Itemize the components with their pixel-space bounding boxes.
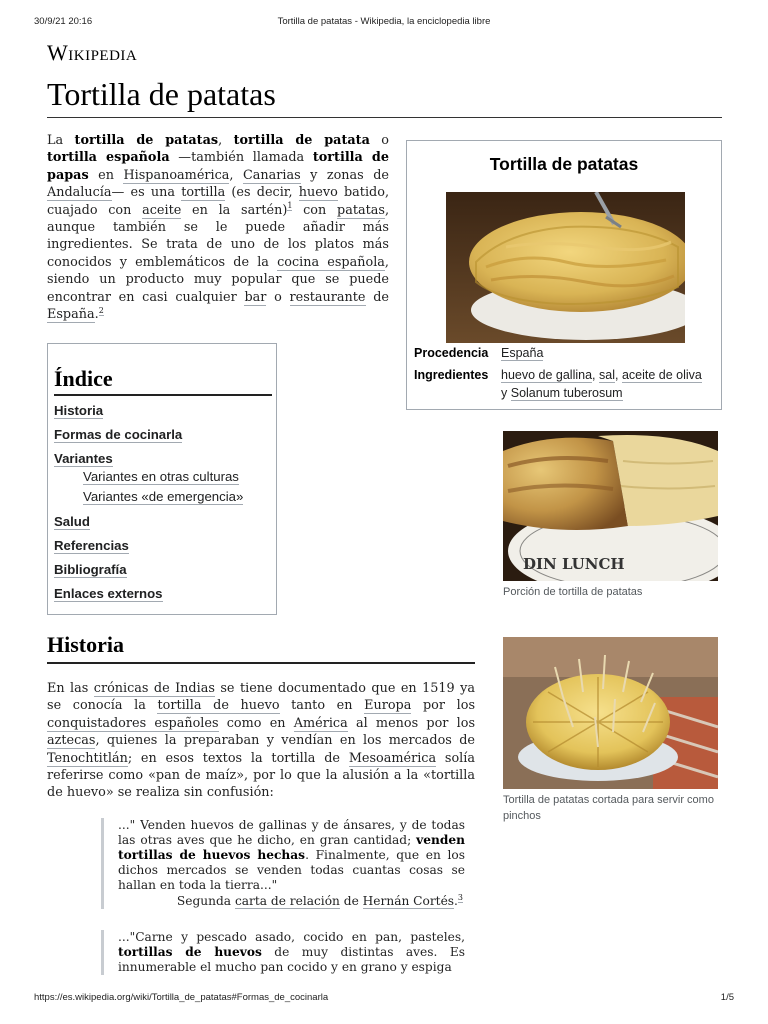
print-header (34, 16, 734, 30)
thumbnail-porcion (503, 431, 718, 600)
plate-lettering: DIN LUNCH (523, 555, 625, 573)
link-conquistadores[interactable]: conquistadores españoles (47, 715, 219, 731)
ingredient-link[interactable]: aceite de oliva (621, 368, 702, 382)
bold-term: tortilla de patata (233, 133, 370, 148)
toc-title: Índice (54, 366, 272, 396)
toc-item-salud[interactable]: Salud (54, 514, 90, 529)
link-tenochtitlan[interactable]: Tenochtitlán (47, 750, 128, 766)
thumbnail-pinchos (503, 637, 718, 824)
ingredient-link[interactable]: sal (599, 368, 615, 382)
print-document-title: Tortilla de patatas - Wikipedia, la enciclopedia libre (277, 16, 491, 27)
print-footer (34, 992, 734, 1006)
link-andalucia[interactable]: Andalucía (47, 185, 112, 201)
reference-link[interactable]: 1 (287, 201, 293, 211)
link-mesoamerica[interactable]: Mesoamérica (348, 750, 437, 766)
link-hernan-cortes[interactable]: Hernán Cortés (362, 894, 455, 908)
table-of-contents (47, 343, 277, 615)
print-url: https://es.wikipedia.org/wiki/Tortilla_de_patatas#Formas_de_cocinarla (34, 992, 329, 1003)
link-bar[interactable]: bar (244, 289, 267, 305)
ingredient-link[interactable]: Solanum tuberosum (510, 386, 623, 400)
caption-porcion: Porción de tortilla de patatas (503, 586, 643, 598)
link-carta-de-relacion[interactable]: carta de relación (234, 894, 340, 908)
link-tortilla[interactable]: tortilla (181, 185, 226, 201)
link-restaurante[interactable]: restaurante (289, 289, 366, 305)
toc-item-variantes-culturas[interactable]: Variantes en otras culturas (83, 469, 239, 484)
bold-term: tortilla de papas (47, 150, 389, 183)
toc-item-variantes[interactable]: Variantes (54, 451, 113, 466)
link-patatas[interactable]: patatas (337, 202, 385, 218)
ingredient-link[interactable]: huevo de gallina (501, 368, 593, 382)
page-title: Tortilla de patatas (47, 76, 276, 112)
toc-item-bibliografia[interactable]: Bibliografía (54, 562, 127, 577)
link-cocina-espanola[interactable]: cocina española (277, 254, 385, 270)
toc-item-referencias[interactable]: Referencias (54, 538, 129, 553)
infobox: Tortilla de patatas Procedencia España Ingredientes huevo de gallina, sal, aceite de oliva y Solanum tuberosum (406, 140, 722, 410)
print-datetime: 30/9/21 20:16 (34, 16, 93, 27)
link-america[interactable]: América (293, 715, 348, 731)
toc-item-historia[interactable]: Historia (54, 403, 104, 418)
link-espana[interactable]: España (47, 307, 95, 323)
bold-term: tortilla de patatas (74, 133, 219, 148)
tortilla-pinchos-photo[interactable] (503, 637, 718, 789)
print-page-number: 1/5 (720, 992, 734, 1003)
bold-phrase: venden tortillas de huevos hechas (118, 833, 465, 862)
wikipedia-wordmark[interactable]: Wikipedia (47, 40, 138, 65)
procedencia-label: Procedencia (414, 346, 489, 360)
link-aceite[interactable]: aceite (142, 202, 182, 218)
bold-phrase: tortillas de huevos (118, 945, 262, 959)
bold-term: tortilla española (47, 150, 170, 166)
tortilla-portion-photo[interactable] (503, 431, 718, 581)
ingredientes-label: Ingredientes (414, 368, 489, 382)
blockquote-second: ..."Carne y pescado asado, cocido en pan, pasteles, tortillas de huevos de muy distintas aves. Es innumerable el mucho pan cocido y en grano y espiga (101, 930, 465, 975)
link-canarias[interactable]: Canarias (242, 167, 301, 183)
link-europa[interactable]: Europa (364, 698, 412, 714)
historia-paragraph: En las crónicas de Indias se tiene documentado que en 1519 ya se conocía la tortilla de huevo tanto en Europa por los conquistadores españoles como en América al menos por los aztecas, quienes la preparaban y vendían en los mercados de Tenochtitlán; en esos textos la tortilla de Mesoamérica solía referirse como «pan de maíz», por lo que la alusión a la «tortilla de huevo» se realiza sin confusión: (47, 681, 476, 801)
toc-item-formas[interactable]: Formas de cocinarla (54, 427, 183, 442)
reference-link[interactable]: 2 (98, 305, 104, 315)
toc-item-variantes-emergencia[interactable]: Variantes «de emergencia» (83, 489, 244, 504)
toc-item-enlaces[interactable]: Enlaces externos (54, 586, 163, 601)
title-divider (47, 117, 722, 118)
caption-pinchos: Tortilla de patatas cortada para servir como pinchos (503, 794, 714, 822)
lead-paragraph: La tortilla de patatas, tortilla de patata o tortilla española —también llamada tortilla de papas en Hispanoamérica, Canarias y zonas de Andalucía— es una tortilla (es decir, huevo batido, cuajado con aceite en la sartén)$^1$ con patatas, aunque también se le puede añadir más ingredientes. Se trata de uno de los platos más conocidos y emblemáticos de la cocina española, siendo un producto muy popular que se puede encontrar en casi cualquier bar o restaurante de España.$^2$ (47, 133, 390, 323)
blockquote-cortes: ..." Venden huevos de gallinas y de ánsares, y de todas las otras aves que he dicho, en gran cantidad; venden tortillas de huevos hechas. Finalmente, que en los dichos mercados se venden todas cuantas cosas se hallan en toda la tierra..." Segunda carta de relación de Hernán Cortés.$^3$ (101, 818, 465, 909)
link-cronicas-de-indias[interactable]: crónicas de Indias (93, 681, 215, 696)
link-aztecas[interactable]: aztecas (47, 733, 96, 749)
link-huevo[interactable]: huevo (298, 185, 338, 201)
quote-attribution: Segunda carta de relación de Hernán Cortés.$^3$ (176, 892, 463, 908)
tortilla-photo[interactable] (446, 192, 685, 343)
procedencia-link[interactable]: España (501, 346, 544, 360)
link-hispanoamerica[interactable]: Hispanoamérica (123, 167, 230, 183)
reference-link[interactable]: 3 (457, 892, 463, 902)
section-heading-historia: Historia (47, 632, 475, 664)
infobox-title: Tortilla de patatas (489, 154, 639, 174)
link-tortilla-de-huevo[interactable]: tortilla de huevo (157, 698, 280, 714)
